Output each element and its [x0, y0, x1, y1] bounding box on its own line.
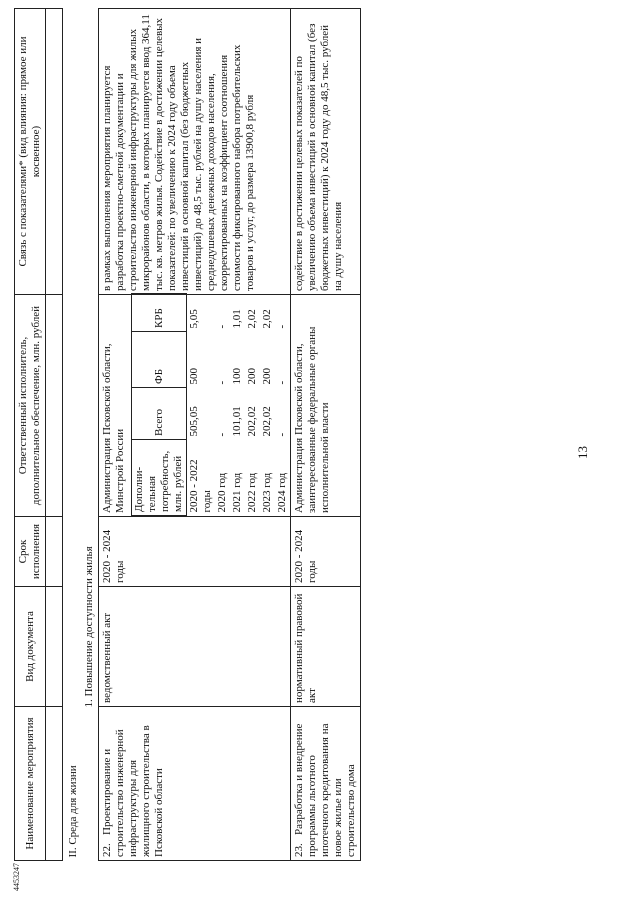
measure-name-cell	[291, 707, 361, 861]
finance-period: 2024 год	[276, 472, 288, 513]
indicator-link: содействие в достижении целевых показателей по увеличению объема инвестиций в основной капитал (без бюджетных инвестиций) к 2024 году до 48,5 тыс. рублей на душу населения	[291, 9, 361, 295]
finance-krb: 1,01	[231, 309, 243, 329]
section-row	[63, 9, 99, 861]
finance-fb: -	[276, 380, 288, 385]
finance-table	[131, 293, 290, 516]
row-number: 23.	[293, 843, 305, 857]
header-doc-type: Вид документа	[15, 587, 46, 707]
column-number-row	[46, 9, 63, 861]
document-id: 4453247	[12, 863, 21, 891]
term: 2020 - 2024 годы	[291, 517, 361, 587]
header-name: Наименование мероприятия	[15, 707, 46, 861]
finance-krb: 2,02	[246, 309, 258, 329]
header-executor: Ответственный исполнитель, дополнительное обеспечение, млн. рублей	[15, 295, 46, 517]
finance-krb: -	[276, 324, 288, 329]
finance-total: 101,01	[231, 406, 243, 437]
finance-fb: -	[216, 380, 228, 385]
finance-fb: 100	[231, 368, 243, 385]
executor: Администрация Псковской области, заинтересованные федеральные органы исполнительной власти	[291, 295, 361, 517]
finance-row	[260, 294, 275, 516]
finance-period: 2021 год	[231, 472, 243, 513]
finance-fb: 500	[188, 368, 200, 385]
finance-row	[275, 294, 290, 516]
finance-period: 2022 год	[246, 472, 258, 513]
finance-header-need: Дополни-тельная потребность, млн. рублей	[132, 440, 187, 516]
finance-period: 2023 год	[261, 472, 273, 513]
measures-table	[14, 8, 361, 861]
finance-krb: 5,05	[188, 309, 200, 329]
section-title: II. Среда для жизни	[67, 765, 79, 858]
measure-name-cell	[99, 707, 291, 861]
indicator-link: в рамках выполнения мероприятия планируется разработка проектно-сметной документации и строительство инженерной инфраструктуры для жилых микрорайонов области, в которых планируется ввод 364,11 тыс. кв. метров жилья. Содействие в достижении целевых показателей: по увеличению к 2024 году объема инвестиций в основной капитал (без бюджетных инвестиций) до 48,5 тыс. рублей на душу населения и среднедушевых денежных доходов населения, скорректированных на коэффициент соотношения стоимости фиксированного набора потребительских товаров и услуг, до размера 13900,8 рубля	[99, 9, 291, 295]
finance-header-total: Всего	[132, 388, 187, 440]
finance-period: 2020 год	[216, 472, 228, 513]
finance-fb: 200	[261, 368, 273, 385]
measure-name: Разработка и внедрение программы льготного ипотечного кредитования на новое жилье или строительство дома	[293, 723, 357, 857]
header-link: Связь с показателями* (вид влияния: прямое или косвенное)	[15, 9, 46, 295]
finance-total: 202,02	[261, 406, 273, 437]
finance-total: 202,02	[246, 406, 258, 437]
finance-row	[245, 294, 260, 516]
executor-cell	[99, 295, 291, 517]
finance-row	[187, 294, 216, 516]
finance-header-krb: КРБ	[132, 294, 187, 332]
doc-type: ведомственный акт	[99, 587, 291, 707]
row-number: 22.	[101, 843, 113, 857]
finance-total: 505,05	[188, 406, 200, 437]
executor: Администрация Псковской области, Минстрой России	[101, 343, 126, 513]
table-row	[99, 9, 291, 861]
measure-name: Проектирование и строительство инженерной инфраструктуры для жилищного строительства в Псковской области	[101, 725, 165, 857]
finance-fb: 200	[246, 368, 258, 385]
subsection-title: 1. Повышение доступности жилья	[83, 546, 95, 708]
table-row	[291, 9, 361, 861]
finance-total: -	[276, 432, 288, 437]
header-term: Срок исполнения	[15, 517, 46, 587]
page-number: 13	[575, 446, 590, 459]
finance-krb: 2,02	[261, 309, 273, 329]
term: 2020 - 2024 годы	[99, 517, 291, 587]
table-header-row	[15, 9, 46, 861]
doc-type: нормативный правовой акт	[291, 587, 361, 707]
finance-total: -	[216, 432, 228, 437]
finance-row	[215, 294, 230, 516]
finance-krb: -	[216, 324, 228, 329]
finance-header-fb: ФБ	[132, 332, 187, 388]
finance-period: 2020 - 2022 годы	[188, 459, 213, 513]
finance-row	[230, 294, 245, 516]
